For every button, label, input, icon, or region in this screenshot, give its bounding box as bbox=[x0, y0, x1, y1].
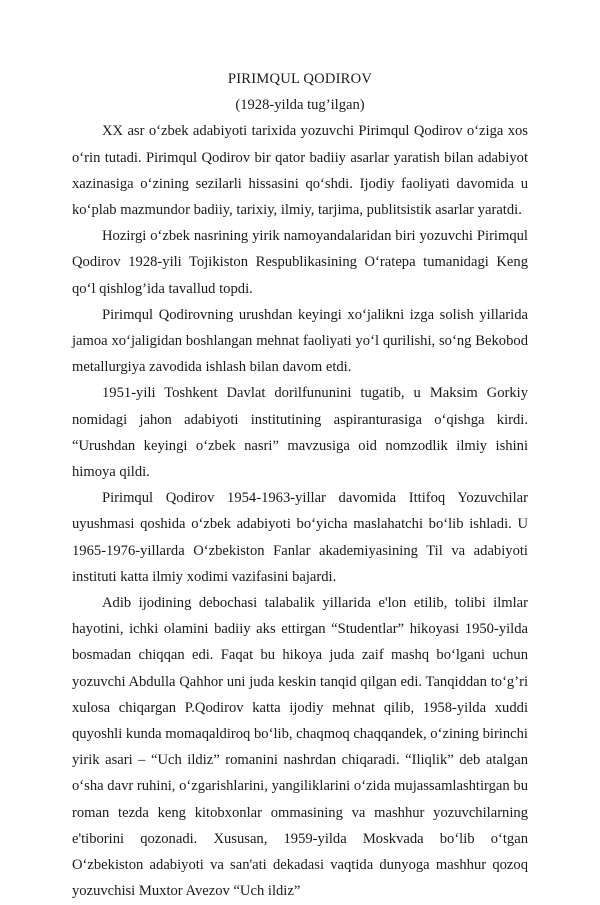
paragraph-early-work: Pirimqul Qodirovning urushdan keyingi xo‘jalikni izga solish yillarida jamoa xo‘jaligidan boshlangan mehnat faoliyati yo‘l qurilishi, so‘ng Bekobod metallurgiya zavodida ishlash bilan davom etdi. bbox=[72, 306, 528, 376]
paragraph-birth: Hozirgi o‘zbek nasrining yirik namoyandalaridan biri yozuvchi Pirimqul Qodirov 1928-yili Tojikiston Respublikasining O‘ratepa tumanidagi Keng qo‘l qishlog’ida tavallud topdi. bbox=[72, 228, 528, 297]
page-subtitle: (1928-yilda tug’ilgan) bbox=[235, 97, 365, 114]
paragraph-education: 1951-yili Toshkent Davlat dorilfununini tugatib, u Maksim Gorkiy nomidagi jahon adabiyoti institutining aspiranturasiga o‘qishga kirdi. “Urushdan keyingi o‘zbek nasri” mavzusiga oid nomzodlik ilmiy ishini himoya qildi. bbox=[72, 385, 528, 481]
paragraph-career: Pirimqul Qodirov 1954-1963-yillar davomida Ittifoq Yozuvchilar uyushmasi qoshida o‘zbek adabiyoti bo‘yicha maslahatchi bo‘lib ishladi. U 1965-1976-yillarda O‘zbekiston Fanlar akademiyasining Til va adabiyoti instituti katta ilmiy xodimi vazifasini bajardi. bbox=[72, 490, 528, 585]
paragraph-creative-work: Adib ijodining debochasi talabalik yillarida e'lon etilib, tolibi ilmlar hayotini, ichki olamini badiiy aks ettirgan “Studentlar” hikoyasi 1950-yilda bosmadan chiqqan edi. Faqat bu hikoya juda zaif mashq bo‘lgani uchun yozuvchi Abdulla Qahhor uni juda keskin tanqid qilgan edi. Tanqiddan to‘g’ri xulosa chiqargan P.Qodirov katta ijodiy mehnat qilib, 1958-yilda xuddi quyoshli kunda momaqaldiroq bo‘lib, chaqmoq chaqqandek, o‘zining birinchi yirik asari – “Uch ildiz” romanini nashrdan chiqaradi. “Iliqlik” deb atalgan o‘sha davr ruhini, o‘zgarishlarini, yangiliklarini o‘zida mujassamlashtirgan bu roman tezda keng kitobxonlar ommasining va mashhur yozuvchilarning e'tiborini qozonadi. Xususan, 1959-yilda Moskvada bo‘lib o‘tgan O‘zbekiston adabiyoti va san'ati dekadasi vaqtida dunyoga mashhur qozoq yozuvchisi Muxtor Avezov “Uch ildiz” bbox=[72, 595, 528, 900]
paragraph-intro: XX asr o‘zbek adabiyoti tarixida yozuvchi Pirimqul Qodirov o‘ziga xos o‘rin tutadi. Pirimqul Qodirov bir qator badiiy asarlar yaratish bilan adabiyot xazinasiga o‘zining sezilarli hissasini qo‘shdi. Ijodiy faoliyati davomida u ko‘plab mazmundor badiiy, tarixiy, ilmiy, tarjima, publitsistik asarlar yaratdi. bbox=[72, 123, 528, 219]
page-title: PIRIMQUL QODIROV bbox=[227, 71, 373, 87]
document-body bbox=[72, 66, 528, 905]
